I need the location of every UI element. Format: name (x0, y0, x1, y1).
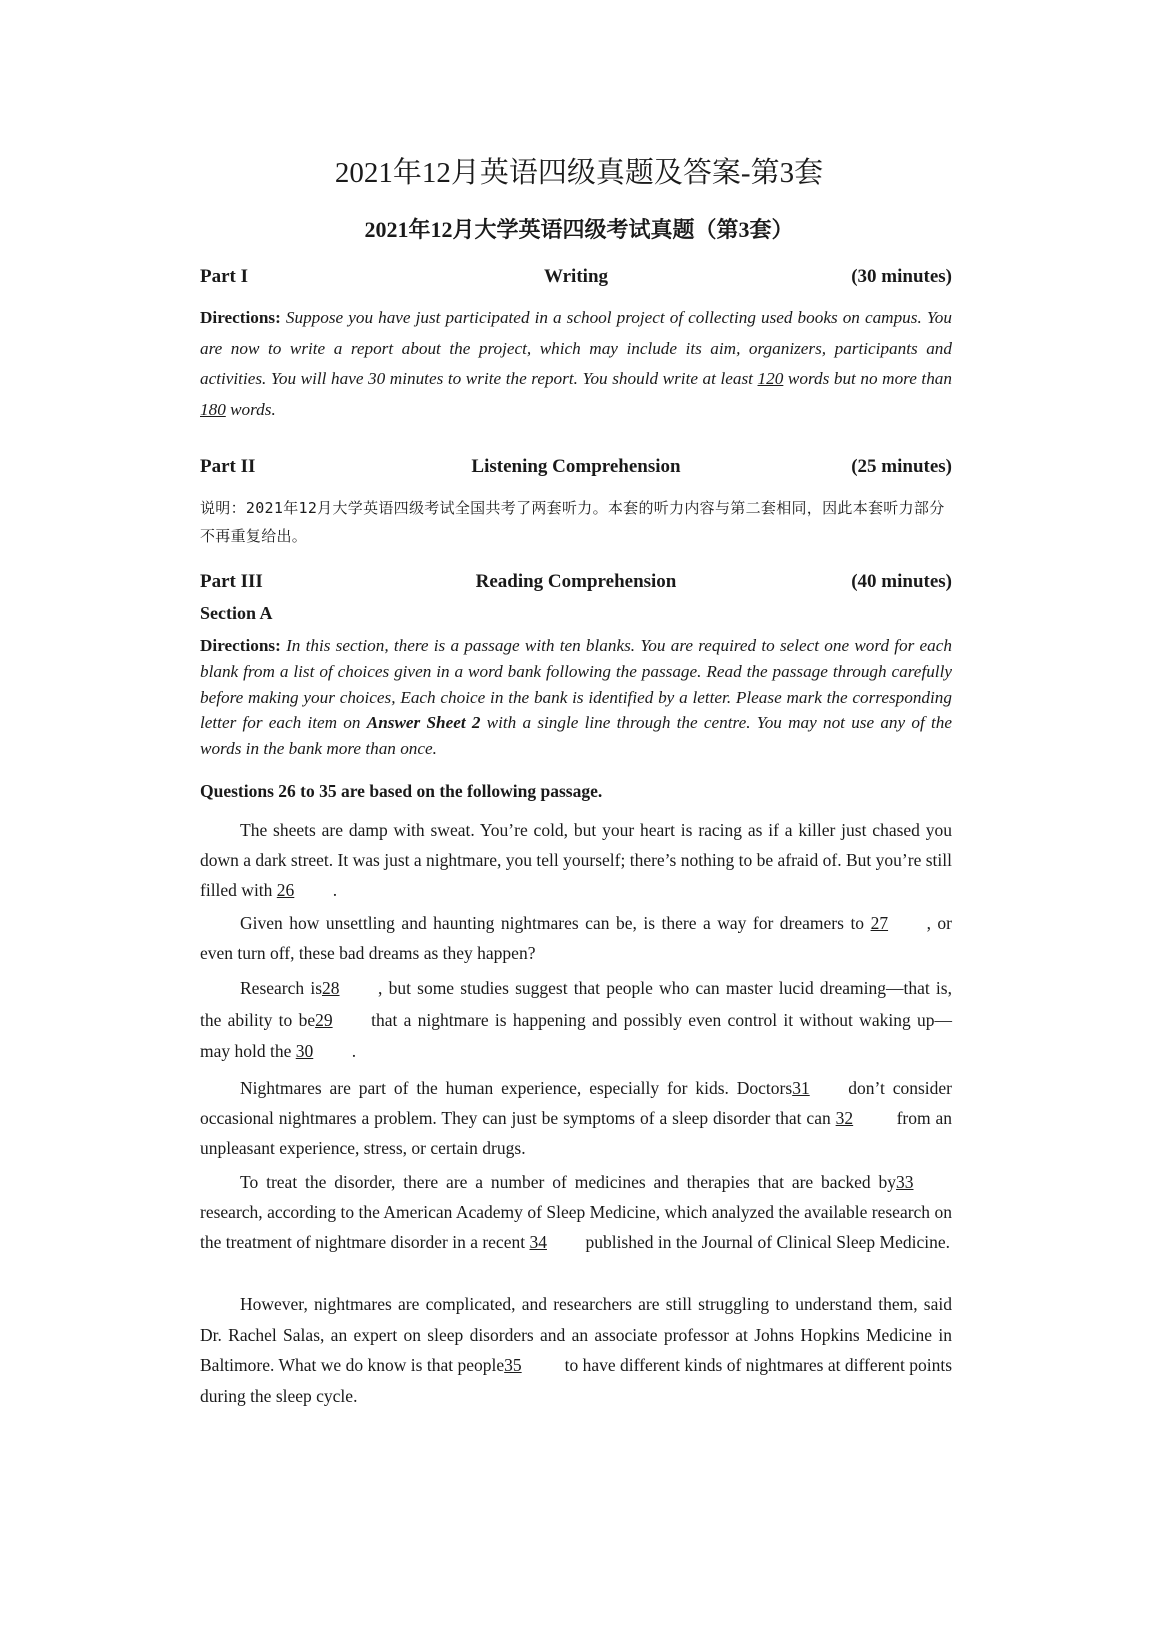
directions-text-1: In this section, there is a passage with ten blanks. You are required to select one word for each blank from a list of choices given in a word bank following the passage. Read the passage through carefully before making your choices, Each choice in the bank is identified by a letter. Please mark the corresponding letter for each item on (200, 636, 952, 733)
p5-text-a: To treat the disorder, there are a number of medicines and therapies that are backed by (240, 1172, 896, 1192)
p3-text-c: that a nightmare is happening and possibly even control it without waking up—may hold the (200, 1009, 952, 1061)
p6-text-b: to have different kinds of nightmares at different points during the sleep cycle. (200, 1355, 953, 1406)
blank-33: 33 (896, 1172, 914, 1192)
blank-31: 31 (792, 1078, 810, 1098)
p5-text-b: research, according to the American Academy of Sleep Medicine, which analyzed the available research on the treatment of nightmare disorder in a recent (200, 1202, 952, 1252)
part3-time: (40 minutes) (851, 571, 952, 592)
blank-35: 35 (504, 1355, 522, 1375)
p3-end: . (351, 1041, 357, 1061)
max-words: 180 (200, 399, 226, 419)
directions-text: Suppose you have just participated in a school project of collecting used books on campus. You are now to write a report about the project, which may include its aim, organizers, participants and activities. You will have 30 minutes to write the report. You should write at least (200, 308, 952, 388)
directions-end: words. (230, 399, 276, 419)
part1-directions (200, 303, 952, 425)
blank-29: 29 (315, 1009, 333, 1030)
directions-label: Directions: (200, 308, 281, 327)
p4-text-c: from an unpleasant experience, stress, or certain drugs. (200, 1108, 953, 1158)
journal-title: Journal of Clinical Sleep Medicine (701, 1232, 946, 1252)
answer-sheet-ref: Answer Sheet 2 (366, 713, 481, 733)
passage-paragraph-4 (200, 1073, 952, 1163)
blank-26: 26 (276, 880, 295, 900)
passage-paragraph-2 (200, 908, 952, 968)
p6-text-a: However, nightmares are complicated, and researchers are still struggling to understand them, said Dr. Rachel Salas, an expert on sleep disorders and an associate professor at Johns Hopkins Medicine in Baltimore. What we do know is that people (200, 1294, 952, 1375)
document-title: 2021年12月英语四级真题及答案-第3套 (334, 157, 824, 189)
blank-30: 30 (295, 1041, 314, 1061)
part3-directions (200, 633, 952, 762)
part3-name: Reading Comprehension (475, 571, 677, 592)
part1-name: Writing (543, 266, 609, 287)
p5-end: . (945, 1232, 950, 1252)
p4-text-a: Nightmares are part of the human experience, especially for kids. Doctors (240, 1078, 793, 1098)
passage-paragraph-5 (200, 1167, 952, 1257)
directions-mid: words but no more than (787, 369, 952, 388)
part1-label: Part I (200, 266, 249, 287)
p3-text-a: Research is (240, 978, 322, 998)
blank-34: 34 (529, 1232, 547, 1252)
section-a-heading: Section A (200, 603, 273, 623)
exam-title: 2021年12月大学英语四级考试真题（第3套） (364, 217, 794, 242)
min-words: 120 (757, 369, 784, 388)
part3-heading (200, 571, 952, 599)
p2-text: Given how unsettling and haunting nightmares can be, is there a way for dreamers to (240, 913, 865, 933)
p4-text-b: don’t consider occasional nightmares a problem. They can just be symptoms of a sleep disorder that can (200, 1078, 952, 1128)
directions-label: Directions: (200, 636, 281, 655)
part2-label: Part II (200, 456, 256, 477)
blank-27: 27 (870, 913, 889, 933)
passage-paragraph-6 (200, 1289, 952, 1411)
p2-end: , or even turn off, these bad dreams as they happen? (200, 913, 953, 963)
blank-32: 32 (835, 1108, 854, 1128)
part3-label: Part III (200, 571, 263, 592)
p5-text-c: published in the (585, 1232, 698, 1252)
p1-end: . (332, 880, 338, 900)
part2-name: Listening Comprehension (471, 456, 681, 477)
part2-heading (200, 456, 952, 484)
part1-time: (30 minutes) (851, 266, 952, 287)
part2-time: (25 minutes) (851, 456, 952, 477)
part1-heading (200, 266, 952, 294)
blank-28: 28 (322, 978, 340, 998)
p3-text-b: , but some studies suggest that people who can master lucid dreaming—that is, the ability to be (200, 978, 952, 1030)
passage-paragraph-3 (200, 973, 952, 1068)
directions-text-2: with a single line through the centre. You may not use any of the words in the bank more than once. (200, 713, 952, 759)
listening-note: 说明：2021年12月大学英语四级考试全国共考了两套听力。本套的听力内容与第二套相同，因此本套听力部分不再重复给出。 (200, 499, 945, 545)
passage-paragraph-1 (200, 815, 952, 905)
questions-heading: Questions 26 to 35 are based on the following passage. (200, 781, 603, 801)
p1-text: The sheets are damp with sweat. You’re cold, but your heart is racing as if a killer just chased you down a dark street. It was just a nightmare, you tell yourself; there’s nothing to be afraid of. But you’re still filled with (200, 820, 952, 900)
